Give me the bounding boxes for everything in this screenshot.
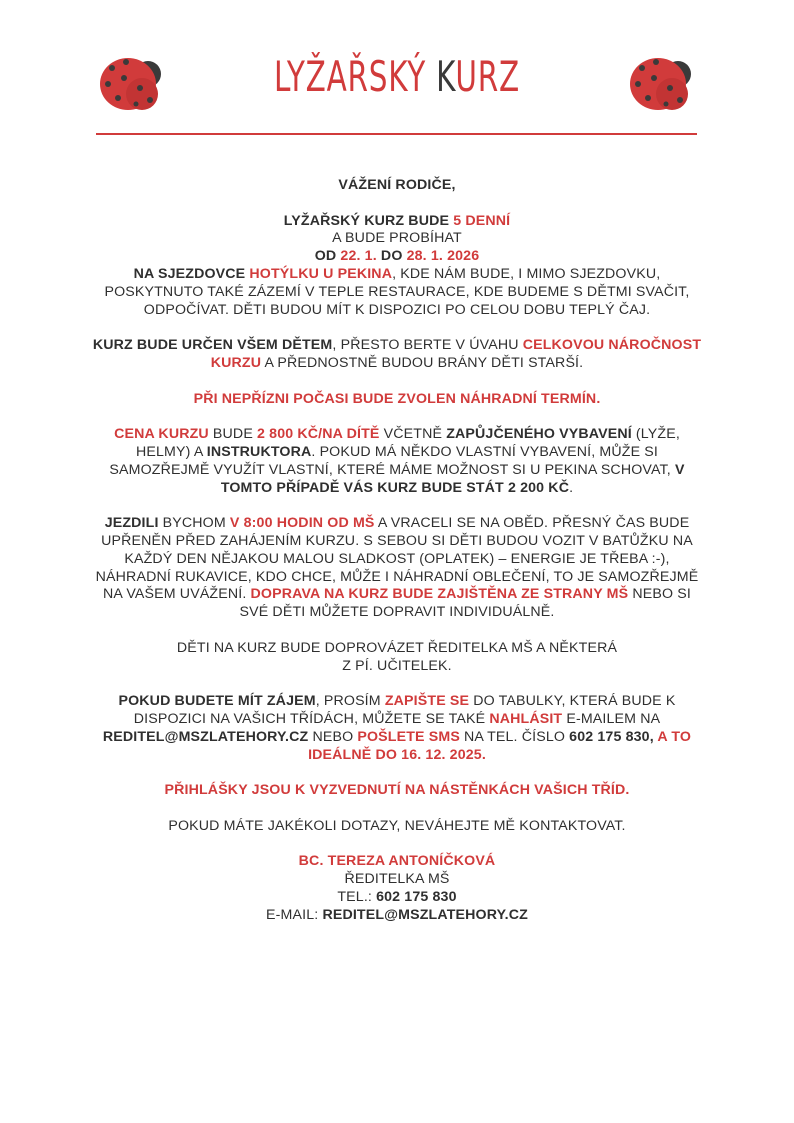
paragraph-weather: PŘI NEPŘÍZNI POČASI BUDE ZVOLEN NÁHRADNÍ TERMÍN. (193, 390, 601, 407)
paragraph-price: CENA KURZU BUDE 2 800 KČ/NA DÍTĚ VČETNĚ ZAPŮJČENÉHO VYBAVENÍ (LYŽE, HELMY) A INSTRUKTORA. POKUD MÁ NĚKDO VLASTNÍ VYBAVENÍ, MŮŽE SI SAMOZŘEJMĚ VYUŽÍT VLASTNÍ, KTERÉ MÁME MOŽNOST SI U PEKINA SCHOVAT, V TOMTO PŘÍPADĚ VÁS KURZ BUDE STÁT 2 200 KČ. (109, 426, 685, 496)
signature-block: BC. TEREZA ANTONÍČKOVÁ ŘEDITELKA MŠ TEL.: 602 175 830 E-MAIL: REDITEL@MSZLATEHORY.CZ (266, 853, 528, 923)
greeting: VÁŽENÍ RODIČE, (338, 177, 456, 193)
letter-body (90, 177, 704, 942)
paragraph-eligibility: KURZ BUDE URČEN VŠEM DĚTEM, PŘESTO BERTE V ÚVAHU CELKOVOU NÁROČNOST KURZU A PŘEDNOSTNĚ BUDOU BRÁNY DĚTI STARŠÍ. (92, 337, 702, 371)
page-header (0, 0, 794, 140)
paragraph-contact: POKUD MÁTE JAKÉKOLI DOTAZY, NEVÁHEJTE MĚ KONTAKTOVAT. (168, 817, 626, 834)
paragraph-course-dates: LYŽAŘSKÝ KURZ BUDE 5 DENNÍ A BUDE PROBÍHAT OD 22. 1. DO 28. 1. 2026 NA SJEZDOVCE HOTÝLKU U PEKINA, KDE NÁM BUDE, I MIMO SJEZDOVKU, POSKYTNUTO TAKÉ ZÁZEMÍ V TEPLE RESTAURACE, KDE BUDEME S DĚTMI SVAČIT, ODPOČÍVAT. DĚTI BUDOU MÍT K DISPOZICI PO CELOU DOBU TEPLÝ ČAJ. (104, 212, 690, 318)
signature-name: BC. TEREZA ANTONÍČKOVÁ (298, 853, 496, 870)
email-link[interactable]: REDITEL@MSZLATEHORY.CZ (102, 728, 309, 745)
ladybug-icon (628, 42, 698, 112)
header-divider (96, 133, 697, 135)
signature-phone: 602 175 830 (376, 888, 457, 905)
page-title: LYŽAŘSKÝ KURZ (274, 52, 520, 101)
signature-email[interactable]: REDITEL@MSZLATEHORY.CZ (322, 906, 528, 923)
signature-role: ŘEDITELKA MŠ (344, 871, 450, 888)
paragraph-supervision: DĚTI NA KURZ BUDE DOPROVÁZET ŘEDITELKA MŠ A NĚKTERÁ Z PÍ. UČITELEK. (176, 639, 618, 674)
paragraph-transport: JEZDILI BYCHOM V 8:00 HODIN OD MŠ A VRACELI SE NA OBĚD. PŘESNÝ ČAS BUDE UPŘENĚN PŘED ZAHÁJENÍM KURZU. S SEBOU SI DĚTI BUDOU VOZIT V BATŮŽKU NA KAŽDÝ DEN NĚJAKOU MALOU SLADKOST (OPLATEK) – ENERGIE JE TŘEBA :-), NÁHRADNÍ RUKAVICE, KDO CHCE, MŮŽE I NÁHRADNÍ OBLEČENÍ, TO JE SAMOZŘEJMĚ NA VAŠEM UVÁŽENÍ. DOPRAVA NA KURZ BUDE ZAJIŠTĚNA ZE STRANY MŠ NEBO SI SVÉ DĚTI MŮŽETE DOPRAVIT INDIVIDUÁLNĚ. (95, 515, 699, 621)
paragraph-applications: PŘIHLÁŠKY JSOU K VYZVEDNUTÍ NA NÁSTĚNKÁCH VAŠICH TŘÍD. (164, 782, 630, 799)
paragraph-registration: POKUD BUDETE MÍT ZÁJEM, PROSÍM ZAPIŠTE SE DO TABULKY, KTERÁ BUDE K DISPOZICI NA VAŠICH TŘÍDÁCH, MŮŽETE SE TAKÉ NAHLÁSIT E-MAILEM NA REDITEL@MSZLATEHORY.CZ NEBO POŠLETE SMS NA TEL. ČÍSLO 602 175 830, A TO IDEÁLNĚ DO 16. 12. 2025. (102, 693, 692, 763)
